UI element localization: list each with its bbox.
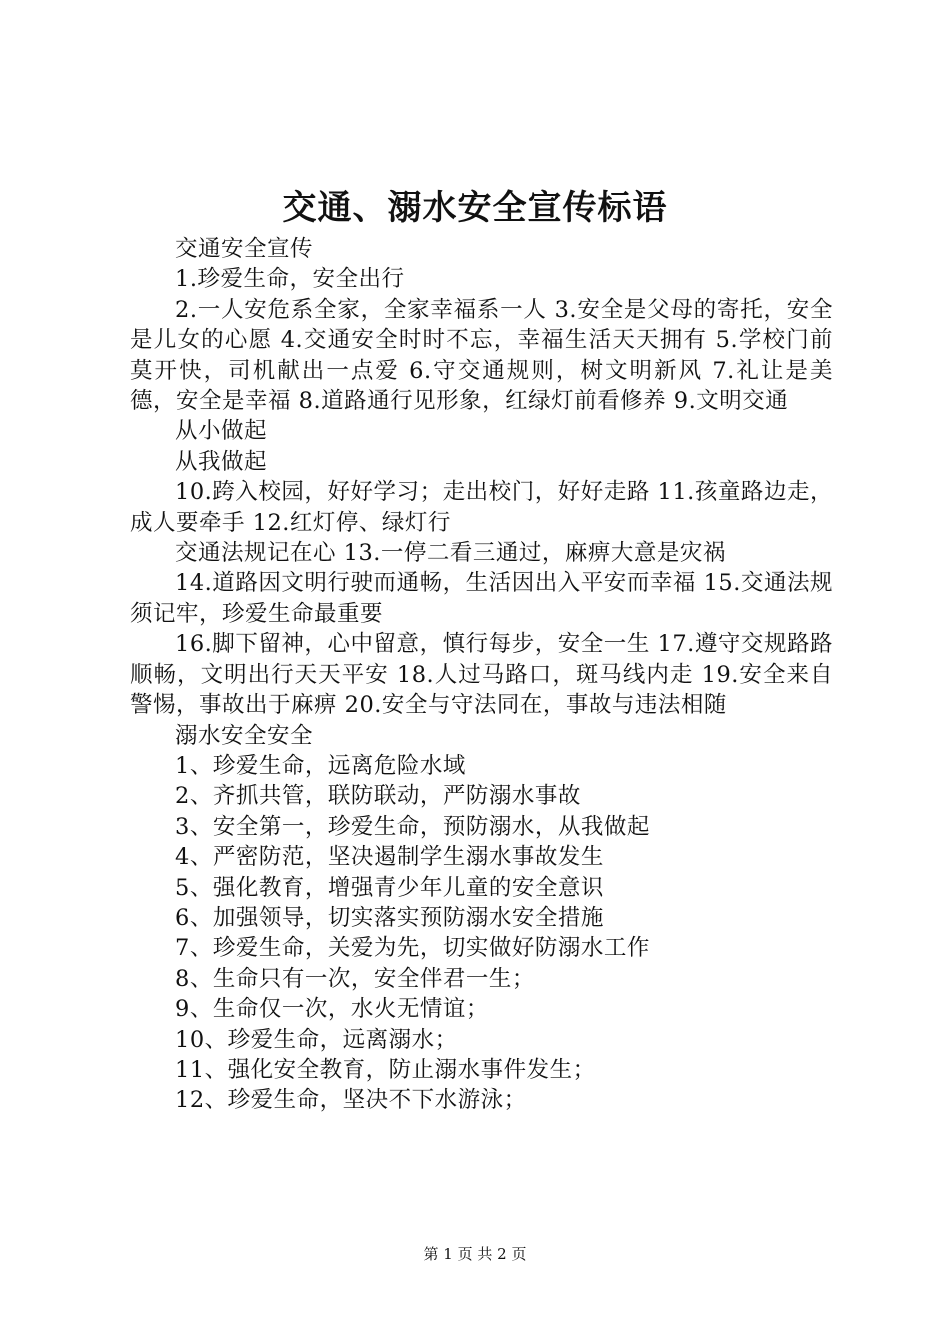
- paragraph: 2.一人安危系全家，全家幸福系一人 3.安全是父母的寄托，安全是儿女的心愿 4.交通安全时时不忘，幸福生活天天拥有 5.学校门前莫开快，司机献出一点爱 6.守交通规则，树文明新风 7.礼让是美德，安全是幸福 8.道路通行见形象，红绿灯前看修养 9.文明交通: [130, 296, 833, 415]
- paragraph: 8、生命只有一次，安全伴君一生；: [175, 965, 535, 992]
- paragraph: 从小做起: [175, 418, 268, 445]
- paragraph: 12、珍爱生命，坚决不下水游泳；: [175, 1087, 527, 1114]
- paragraph: 10.跨入校园，好好学习；走出校门，好好走路 11.孩童路边走，成人要牵手 12.红灯停、绿灯行: [130, 479, 833, 536]
- paragraph: 交通安全宣传: [175, 236, 314, 262]
- paragraph: 6、加强领导，切实落实预防溺水安全措施: [175, 904, 604, 931]
- paragraph: 7、珍爱生命，关爱为先，切实做好防溺水工作: [175, 935, 650, 962]
- paragraph: 1、珍爱生命，远离危险水域: [175, 752, 466, 779]
- paragraph: 9、生命仅一次，水火无情谊；: [175, 996, 489, 1023]
- page-number-footer: 第 1 页 共 2 页: [423, 1245, 527, 1263]
- paragraph: 1.珍爱生命，安全出行: [175, 266, 405, 293]
- paragraph: 3、安全第一，珍爱生命，预防溺水，从我做起: [175, 813, 650, 840]
- paragraph: 5、强化教育，增强青少年儿童的安全意识: [175, 874, 604, 901]
- paragraph: 溺水安全安全: [175, 722, 314, 749]
- paragraph: 10、珍爱生命，远离溺水；: [175, 1026, 458, 1053]
- paragraph: 14.道路因文明行驶而通畅，生活因出入平安而幸福 15.交通法规须记牢，珍爱生命最重要: [130, 570, 833, 627]
- paragraph: 4、严密防范，坚决遏制学生溺水事故发生: [175, 844, 604, 871]
- paragraph: 11、强化安全教育，防止溺水事件发生；: [175, 1056, 596, 1083]
- paragraph: 交通法规记在心 13.一停二看三通过，麻痹大意是灾祸: [175, 540, 726, 567]
- document-title: 交通、溺水安全宣传标语: [282, 188, 668, 228]
- paragraph: 从我做起: [175, 448, 268, 475]
- paragraph: 16.脚下留神，心中留意，慎行每步，安全一生 17.遵守交规路路顺畅，文明出行天天平安 18.人过马路口，斑马线内走 19.安全来自警惕，事故出于麻痹 20.安全与守法同在，事故与违法相随: [130, 631, 833, 719]
- document-body: [130, 234, 833, 1116]
- paragraph: 2、齐抓共管，联防联动，严防溺水事故: [175, 783, 581, 810]
